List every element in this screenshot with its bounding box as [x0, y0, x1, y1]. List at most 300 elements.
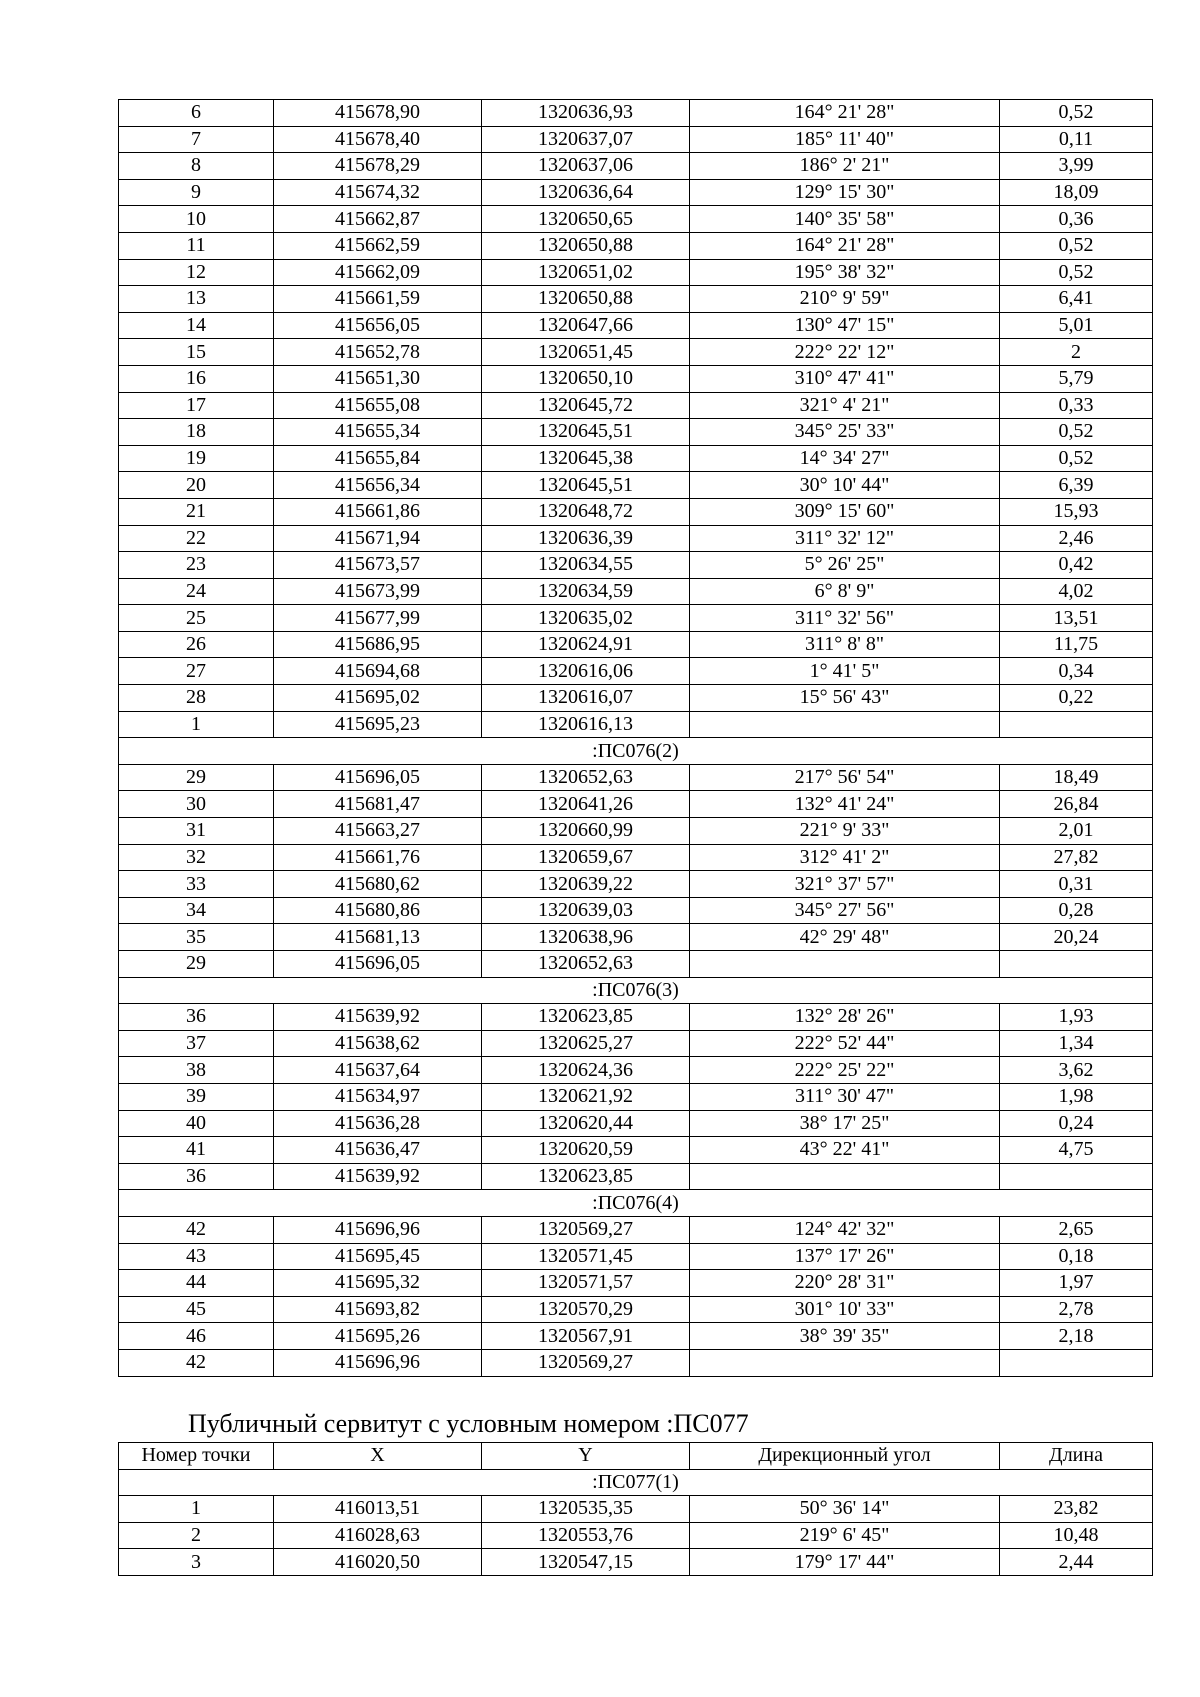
x-cell: 415695,23 [274, 711, 482, 738]
direction-angle-cell: 132° 41' 24" [690, 791, 1000, 818]
length-cell [1000, 951, 1153, 978]
section-label: :ПС076(3) [119, 977, 1153, 1004]
table-row [119, 1216, 1153, 1243]
table-row [119, 1110, 1153, 1137]
table-row [119, 365, 1153, 392]
y-cell: 1320652,63 [482, 951, 690, 978]
x-cell: 415663,27 [274, 818, 482, 845]
y-cell: 1320570,29 [482, 1296, 690, 1323]
y-cell: 1320635,02 [482, 605, 690, 632]
y-cell: 1320569,27 [482, 1349, 690, 1376]
x-cell: 415639,92 [274, 1004, 482, 1031]
length-cell: 1,93 [1000, 1004, 1153, 1031]
x-cell: 415686,95 [274, 631, 482, 658]
direction-angle-cell: 222° 52' 44" [690, 1030, 1000, 1057]
point-number-cell: 1 [119, 1496, 274, 1523]
x-cell: 415651,30 [274, 365, 482, 392]
length-cell: 2,78 [1000, 1296, 1153, 1323]
x-cell: 415655,08 [274, 392, 482, 419]
table-row [119, 498, 1153, 525]
section-label-row [119, 977, 1153, 1004]
length-cell: 0,24 [1000, 1110, 1153, 1137]
x-cell: 415678,40 [274, 126, 482, 153]
x-cell: 415680,86 [274, 897, 482, 924]
y-cell: 1320636,93 [482, 100, 690, 127]
length-cell: 2,01 [1000, 818, 1153, 845]
direction-angle-cell: 217° 56' 54" [690, 764, 1000, 791]
direction-angle-cell: 312° 41' 2" [690, 844, 1000, 871]
section-label-row [119, 738, 1153, 765]
y-cell: 1320645,38 [482, 445, 690, 472]
direction-angle-cell: 345° 25' 33" [690, 419, 1000, 446]
x-cell: 415673,57 [274, 552, 482, 579]
x-cell: 415694,68 [274, 658, 482, 685]
table-row [119, 764, 1153, 791]
direction-angle-cell: 30° 10' 44" [690, 472, 1000, 499]
point-number-cell: 23 [119, 552, 274, 579]
table-row [119, 1522, 1153, 1549]
table-row [119, 1296, 1153, 1323]
table-row [119, 472, 1153, 499]
section-label: :ПС076(4) [119, 1190, 1153, 1217]
x-cell: 415693,82 [274, 1296, 482, 1323]
length-cell [1000, 1163, 1153, 1190]
y-cell: 1320569,27 [482, 1216, 690, 1243]
table-row [119, 1004, 1153, 1031]
x-cell: 415696,05 [274, 951, 482, 978]
coordinates-table-ps076 [118, 99, 1153, 1377]
x-cell: 416013,51 [274, 1496, 482, 1523]
length-cell: 18,49 [1000, 764, 1153, 791]
table-row [119, 871, 1153, 898]
y-cell: 1320650,10 [482, 365, 690, 392]
y-cell: 1320647,66 [482, 312, 690, 339]
direction-angle-cell: 311° 32' 56" [690, 605, 1000, 632]
y-cell: 1320639,22 [482, 871, 690, 898]
length-cell: 0,18 [1000, 1243, 1153, 1270]
length-cell: 0,36 [1000, 206, 1153, 233]
table-row [119, 206, 1153, 233]
length-cell [1000, 1349, 1153, 1376]
x-cell: 415678,90 [274, 100, 482, 127]
point-number-cell: 28 [119, 685, 274, 712]
y-cell: 1320639,03 [482, 897, 690, 924]
y-cell: 1320624,36 [482, 1057, 690, 1084]
table-row [119, 1057, 1153, 1084]
length-cell: 18,09 [1000, 179, 1153, 206]
length-cell: 3,99 [1000, 153, 1153, 180]
direction-angle-cell: 321° 37' 57" [690, 871, 1000, 898]
section-title: Публичный сервитут с условным номером :ПС077 [188, 1409, 749, 1438]
direction-angle-cell: 301° 10' 33" [690, 1296, 1000, 1323]
coordinates-table-body [119, 1469, 1153, 1575]
x-cell: 415695,45 [274, 1243, 482, 1270]
table-row [119, 1270, 1153, 1297]
table-row [119, 1349, 1153, 1376]
point-number-cell: 43 [119, 1243, 274, 1270]
direction-angle-cell: 14° 34' 27" [690, 445, 1000, 472]
point-number-cell: 22 [119, 525, 274, 552]
table-row [119, 658, 1153, 685]
point-number-cell: 11 [119, 232, 274, 259]
point-number-cell: 21 [119, 498, 274, 525]
point-number-cell: 8 [119, 153, 274, 180]
point-number-cell: 19 [119, 445, 274, 472]
x-cell: 415695,02 [274, 685, 482, 712]
x-cell: 415634,97 [274, 1083, 482, 1110]
x-cell: 415696,05 [274, 764, 482, 791]
point-number-cell: 36 [119, 1163, 274, 1190]
table-row [119, 578, 1153, 605]
header-point-number: Номер точки [119, 1443, 274, 1470]
table-row [119, 419, 1153, 446]
direction-angle-cell: 311° 8' 8" [690, 631, 1000, 658]
length-cell: 0,52 [1000, 259, 1153, 286]
direction-angle-cell: 195° 38' 32" [690, 259, 1000, 286]
y-cell: 1320641,26 [482, 791, 690, 818]
y-cell: 1320645,72 [482, 392, 690, 419]
direction-angle-cell [690, 1163, 1000, 1190]
length-cell: 27,82 [1000, 844, 1153, 871]
point-number-cell: 45 [119, 1296, 274, 1323]
x-cell: 415652,78 [274, 339, 482, 366]
direction-angle-cell: 129° 15' 30" [690, 179, 1000, 206]
length-cell: 2,18 [1000, 1323, 1153, 1350]
direction-angle-cell: 15° 56' 43" [690, 685, 1000, 712]
y-cell: 1320623,85 [482, 1163, 690, 1190]
x-cell: 415639,92 [274, 1163, 482, 1190]
direction-angle-cell: 132° 28' 26" [690, 1004, 1000, 1031]
length-cell: 0,52 [1000, 100, 1153, 127]
x-cell: 415656,34 [274, 472, 482, 499]
point-number-cell: 41 [119, 1137, 274, 1164]
y-cell: 1320616,13 [482, 711, 690, 738]
table-row [119, 312, 1153, 339]
table-row [119, 100, 1153, 127]
y-cell: 1320648,72 [482, 498, 690, 525]
length-cell: 11,75 [1000, 631, 1153, 658]
point-number-cell: 10 [119, 206, 274, 233]
point-number-cell: 33 [119, 871, 274, 898]
length-cell: 0,22 [1000, 685, 1153, 712]
length-cell: 23,82 [1000, 1496, 1153, 1523]
direction-angle-cell: 309° 15' 60" [690, 498, 1000, 525]
point-number-cell: 17 [119, 392, 274, 419]
table-row [119, 1137, 1153, 1164]
length-cell: 1,98 [1000, 1083, 1153, 1110]
direction-angle-cell: 321° 4' 21" [690, 392, 1000, 419]
length-cell: 0,34 [1000, 658, 1153, 685]
length-cell: 10,48 [1000, 1522, 1153, 1549]
y-cell: 1320620,59 [482, 1137, 690, 1164]
direction-angle-cell: 50° 36' 14" [690, 1496, 1000, 1523]
y-cell: 1320651,45 [482, 339, 690, 366]
length-cell: 0,52 [1000, 445, 1153, 472]
table-row [119, 179, 1153, 206]
x-cell: 415677,99 [274, 605, 482, 632]
point-number-cell: 14 [119, 312, 274, 339]
y-cell: 1320636,64 [482, 179, 690, 206]
point-number-cell: 42 [119, 1349, 274, 1376]
direction-angle-cell: 43° 22' 41" [690, 1137, 1000, 1164]
y-cell: 1320567,91 [482, 1323, 690, 1350]
header-y: Y [482, 1443, 690, 1470]
point-number-cell: 24 [119, 578, 274, 605]
table-row [119, 339, 1153, 366]
length-cell: 4,75 [1000, 1137, 1153, 1164]
direction-angle-cell: 221° 9' 33" [690, 818, 1000, 845]
point-number-cell: 29 [119, 764, 274, 791]
direction-angle-cell: 210° 9' 59" [690, 286, 1000, 313]
point-number-cell: 13 [119, 286, 274, 313]
point-number-cell: 6 [119, 100, 274, 127]
table-row [119, 818, 1153, 845]
table-row [119, 286, 1153, 313]
coordinates-table-body [119, 100, 1153, 1377]
section-label: :ПС076(2) [119, 738, 1153, 765]
point-number-cell: 39 [119, 1083, 274, 1110]
length-cell: 0,31 [1000, 871, 1153, 898]
point-number-cell: 7 [119, 126, 274, 153]
length-cell: 5,79 [1000, 365, 1153, 392]
point-number-cell: 26 [119, 631, 274, 658]
point-number-cell: 32 [119, 844, 274, 871]
point-number-cell: 46 [119, 1323, 274, 1350]
point-number-cell: 38 [119, 1057, 274, 1084]
point-number-cell: 34 [119, 897, 274, 924]
y-cell: 1320650,65 [482, 206, 690, 233]
direction-angle-cell: 311° 32' 12" [690, 525, 1000, 552]
direction-angle-cell: 5° 26' 25" [690, 552, 1000, 579]
point-number-cell: 15 [119, 339, 274, 366]
y-cell: 1320650,88 [482, 286, 690, 313]
x-cell: 415655,34 [274, 419, 482, 446]
x-cell: 415636,47 [274, 1137, 482, 1164]
y-cell: 1320625,27 [482, 1030, 690, 1057]
table-row [119, 605, 1153, 632]
direction-angle-cell [690, 711, 1000, 738]
y-cell: 1320645,51 [482, 472, 690, 499]
length-cell: 0,28 [1000, 897, 1153, 924]
section-label-row [119, 1190, 1153, 1217]
table-row [119, 232, 1153, 259]
point-number-cell: 31 [119, 818, 274, 845]
y-cell: 1320547,15 [482, 1549, 690, 1576]
table-row [119, 525, 1153, 552]
table-row [119, 153, 1153, 180]
direction-angle-cell: 1° 41' 5" [690, 658, 1000, 685]
length-cell: 0,33 [1000, 392, 1153, 419]
x-cell: 415678,29 [274, 153, 482, 180]
y-cell: 1320652,63 [482, 764, 690, 791]
table-row [119, 1243, 1153, 1270]
table-row [119, 631, 1153, 658]
point-number-cell: 18 [119, 419, 274, 446]
length-cell: 0,11 [1000, 126, 1153, 153]
length-cell: 2,46 [1000, 525, 1153, 552]
length-cell: 0,42 [1000, 552, 1153, 579]
point-number-cell: 3 [119, 1549, 274, 1576]
header-x: X [274, 1443, 482, 1470]
coordinates-table-ps077 [118, 1442, 1153, 1576]
length-cell: 3,62 [1000, 1057, 1153, 1084]
x-cell: 416028,63 [274, 1522, 482, 1549]
length-cell: 1,97 [1000, 1270, 1153, 1297]
y-cell: 1320616,07 [482, 685, 690, 712]
direction-angle-cell: 219° 6' 45" [690, 1522, 1000, 1549]
y-cell: 1320636,39 [482, 525, 690, 552]
point-number-cell: 29 [119, 951, 274, 978]
x-cell: 415673,99 [274, 578, 482, 605]
table-row [119, 392, 1153, 419]
table-row [119, 1549, 1153, 1576]
y-cell: 1320634,59 [482, 578, 690, 605]
direction-angle-cell [690, 1349, 1000, 1376]
y-cell: 1320620,44 [482, 1110, 690, 1137]
table-row [119, 445, 1153, 472]
point-number-cell: 12 [119, 259, 274, 286]
point-number-cell: 27 [119, 658, 274, 685]
y-cell: 1320638,96 [482, 924, 690, 951]
x-cell: 415681,47 [274, 791, 482, 818]
table-row [119, 1030, 1153, 1057]
x-cell: 415695,26 [274, 1323, 482, 1350]
direction-angle-cell: 222° 22' 12" [690, 339, 1000, 366]
x-cell: 415696,96 [274, 1216, 482, 1243]
table-row [119, 897, 1153, 924]
x-cell: 415637,64 [274, 1057, 482, 1084]
point-number-cell: 1 [119, 711, 274, 738]
direction-angle-cell: 38° 39' 35" [690, 1323, 1000, 1350]
length-cell: 2 [1000, 339, 1153, 366]
direction-angle-cell [690, 951, 1000, 978]
x-cell: 415662,59 [274, 232, 482, 259]
table-row [119, 844, 1153, 871]
x-cell: 415695,32 [274, 1270, 482, 1297]
direction-angle-cell: 179° 17' 44" [690, 1549, 1000, 1576]
y-cell: 1320616,06 [482, 658, 690, 685]
point-number-cell: 2 [119, 1522, 274, 1549]
length-cell: 0,52 [1000, 419, 1153, 446]
direction-angle-cell: 311° 30' 47" [690, 1083, 1000, 1110]
direction-angle-cell: 38° 17' 25" [690, 1110, 1000, 1137]
header-direction-angle: Дирекционный угол [690, 1443, 1000, 1470]
table-row [119, 552, 1153, 579]
table-row [119, 791, 1153, 818]
direction-angle-cell: 164° 21' 28" [690, 232, 1000, 259]
length-cell: 26,84 [1000, 791, 1153, 818]
y-cell: 1320660,99 [482, 818, 690, 845]
x-cell: 415681,13 [274, 924, 482, 951]
x-cell: 415661,86 [274, 498, 482, 525]
table-row [119, 1163, 1153, 1190]
x-cell: 415638,62 [274, 1030, 482, 1057]
table-row [119, 951, 1153, 978]
y-cell: 1320624,91 [482, 631, 690, 658]
y-cell: 1320634,55 [482, 552, 690, 579]
direction-angle-cell: 164° 21' 28" [690, 100, 1000, 127]
y-cell: 1320651,02 [482, 259, 690, 286]
section-label: :ПС077(1) [119, 1469, 1153, 1496]
header-length: Длина [1000, 1443, 1153, 1470]
point-number-cell: 9 [119, 179, 274, 206]
direction-angle-cell: 186° 2' 21" [690, 153, 1000, 180]
y-cell: 1320659,67 [482, 844, 690, 871]
table-row [119, 924, 1153, 951]
x-cell: 415674,32 [274, 179, 482, 206]
length-cell: 6,39 [1000, 472, 1153, 499]
point-number-cell: 40 [119, 1110, 274, 1137]
x-cell: 415656,05 [274, 312, 482, 339]
direction-angle-cell: 124° 42' 32" [690, 1216, 1000, 1243]
table-row [119, 126, 1153, 153]
x-cell: 415636,28 [274, 1110, 482, 1137]
length-cell [1000, 711, 1153, 738]
x-cell: 416020,50 [274, 1549, 482, 1576]
table-row [119, 259, 1153, 286]
x-cell: 415671,94 [274, 525, 482, 552]
point-number-cell: 35 [119, 924, 274, 951]
x-cell: 415661,59 [274, 286, 482, 313]
y-cell: 1320650,88 [482, 232, 690, 259]
point-number-cell: 30 [119, 791, 274, 818]
length-cell: 5,01 [1000, 312, 1153, 339]
length-cell: 6,41 [1000, 286, 1153, 313]
point-number-cell: 20 [119, 472, 274, 499]
point-number-cell: 44 [119, 1270, 274, 1297]
table-header-row [119, 1443, 1153, 1470]
table-row [119, 1323, 1153, 1350]
x-cell: 415655,84 [274, 445, 482, 472]
y-cell: 1320571,45 [482, 1243, 690, 1270]
point-number-cell: 16 [119, 365, 274, 392]
x-cell: 415661,76 [274, 844, 482, 871]
direction-angle-cell: 140° 35' 58" [690, 206, 1000, 233]
x-cell: 415680,62 [274, 871, 482, 898]
y-cell: 1320645,51 [482, 419, 690, 446]
table-row [119, 1083, 1153, 1110]
y-cell: 1320553,76 [482, 1522, 690, 1549]
y-cell: 1320535,35 [482, 1496, 690, 1523]
y-cell: 1320623,85 [482, 1004, 690, 1031]
y-cell: 1320621,92 [482, 1083, 690, 1110]
direction-angle-cell: 130° 47' 15" [690, 312, 1000, 339]
table-row [119, 711, 1153, 738]
table-row [119, 1496, 1153, 1523]
y-cell: 1320571,57 [482, 1270, 690, 1297]
x-cell: 415662,87 [274, 206, 482, 233]
point-number-cell: 42 [119, 1216, 274, 1243]
direction-angle-cell: 222° 25' 22" [690, 1057, 1000, 1084]
direction-angle-cell: 42° 29' 48" [690, 924, 1000, 951]
length-cell: 13,51 [1000, 605, 1153, 632]
section-label-row [119, 1469, 1153, 1496]
point-number-cell: 36 [119, 1004, 274, 1031]
table-row [119, 685, 1153, 712]
direction-angle-cell: 185° 11' 40" [690, 126, 1000, 153]
direction-angle-cell: 345° 27' 56" [690, 897, 1000, 924]
length-cell: 4,02 [1000, 578, 1153, 605]
point-number-cell: 25 [119, 605, 274, 632]
y-cell: 1320637,06 [482, 153, 690, 180]
length-cell: 20,24 [1000, 924, 1153, 951]
length-cell: 2,65 [1000, 1216, 1153, 1243]
direction-angle-cell: 137° 17' 26" [690, 1243, 1000, 1270]
direction-angle-cell: 6° 8' 9" [690, 578, 1000, 605]
point-number-cell: 37 [119, 1030, 274, 1057]
direction-angle-cell: 220° 28' 31" [690, 1270, 1000, 1297]
x-cell: 415662,09 [274, 259, 482, 286]
